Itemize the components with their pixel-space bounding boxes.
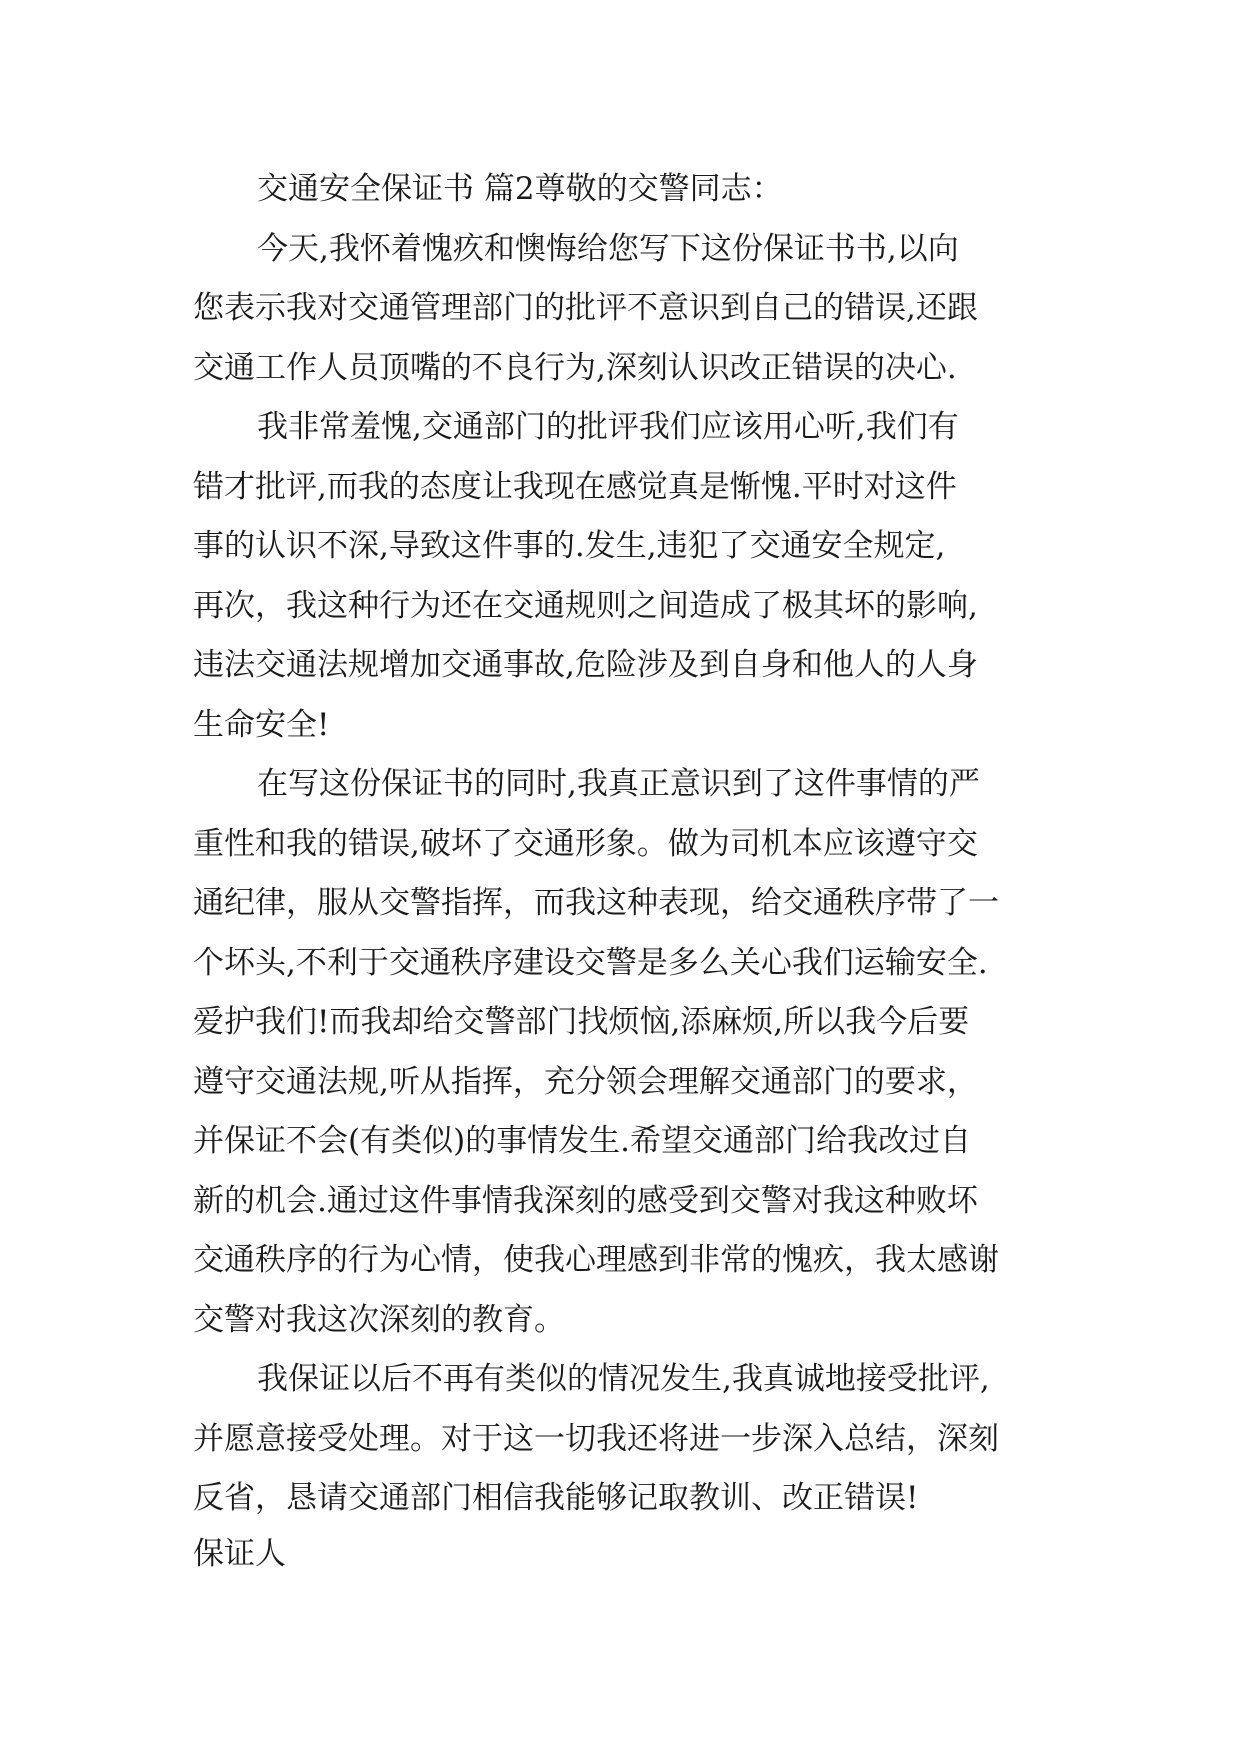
paragraph-line: 在写这份保证书的同时,我真正意识到了这件事情的严 [257, 766, 980, 802]
paragraph-realization [193, 755, 1073, 1350]
paragraph-line: 交通工作人员顶嘴的不良行为,深刻认识改正错误的决心. [193, 349, 957, 386]
paragraph-line: 遵守交通法规,听从指挥，充分领会理解交通部门的要求， [193, 1063, 978, 1100]
paragraph-line: 事的认识不深,导致这件事的.发生,违犯了交通安全规定, [193, 528, 946, 564]
paragraph-line: 反省，恳请交通部门相信我能够记取教训、改正错误! [193, 1480, 919, 1516]
paragraph-line: 您表示我对交通管理部门的批评不意识到自己的错误,还跟 [193, 290, 978, 326]
paragraph-line: 我非常羞愧,交通部门的批评我们应该用心听,我们有 [257, 409, 959, 445]
paragraph-line: 新的机会.通过这件事情我深刻的感受到交警对我这种败坏 [193, 1182, 978, 1219]
paragraph-title [193, 160, 1073, 220]
document-body [193, 160, 1073, 1579]
paragraph-line: 爱护我们!而我却给交警部门找烦恼,添麻烦,所以我今后要 [193, 1004, 970, 1040]
paragraph-apology-intro [193, 220, 1073, 399]
paragraph-line: 并愿意接受处理。对于这一切我还将进一步深入总结，深刻 [193, 1420, 999, 1457]
paragraph-line: 违法交通法规增加交通事故,危险涉及到自身和他人的人身 [193, 647, 978, 683]
paragraph-line: 交通秩序的行为心情，使我心理感到非常的愧疚，我太感谢 [193, 1242, 999, 1278]
paragraph-line: 通纪律，服从交警指挥，而我这种表现，给交通秩序带了一 [193, 885, 999, 921]
paragraph-line: 我保证以后不再有类似的情况发生,我真诚地接受批评, [257, 1361, 990, 1397]
paragraph-line: 交警对我这次深刻的教育。 [193, 1301, 565, 1338]
paragraph-line: 重性和我的错误,破坏了交通形象。做为司机本应该遵守交 [193, 825, 978, 862]
paragraph-line: 个坏头,不利于交通秩序建设交警是多么关心我们运输安全. [193, 944, 988, 981]
paragraph-shame [193, 398, 1073, 755]
paragraph-line: 生命安全! [193, 706, 330, 743]
paragraph-line: 再次，我这种行为还在交通规则之间造成了极其坏的影响, [193, 587, 978, 624]
signature-label: 保证人 [193, 1535, 286, 1572]
paragraph-promise [193, 1350, 1073, 1529]
paragraph-line: 交通安全保证书 篇2尊敬的交警同志： [257, 171, 783, 207]
paragraph-line: 今天,我怀着愧疚和懊悔给您写下这份保证书书,以向 [257, 230, 959, 267]
paragraph-line: 错才批评,而我的态度让我现在感觉真是惭愧.平时对这件 [193, 468, 957, 505]
paragraph-line: 并保证不会(有类似)的事情发生.希望交通部门给我改过自 [193, 1123, 972, 1159]
